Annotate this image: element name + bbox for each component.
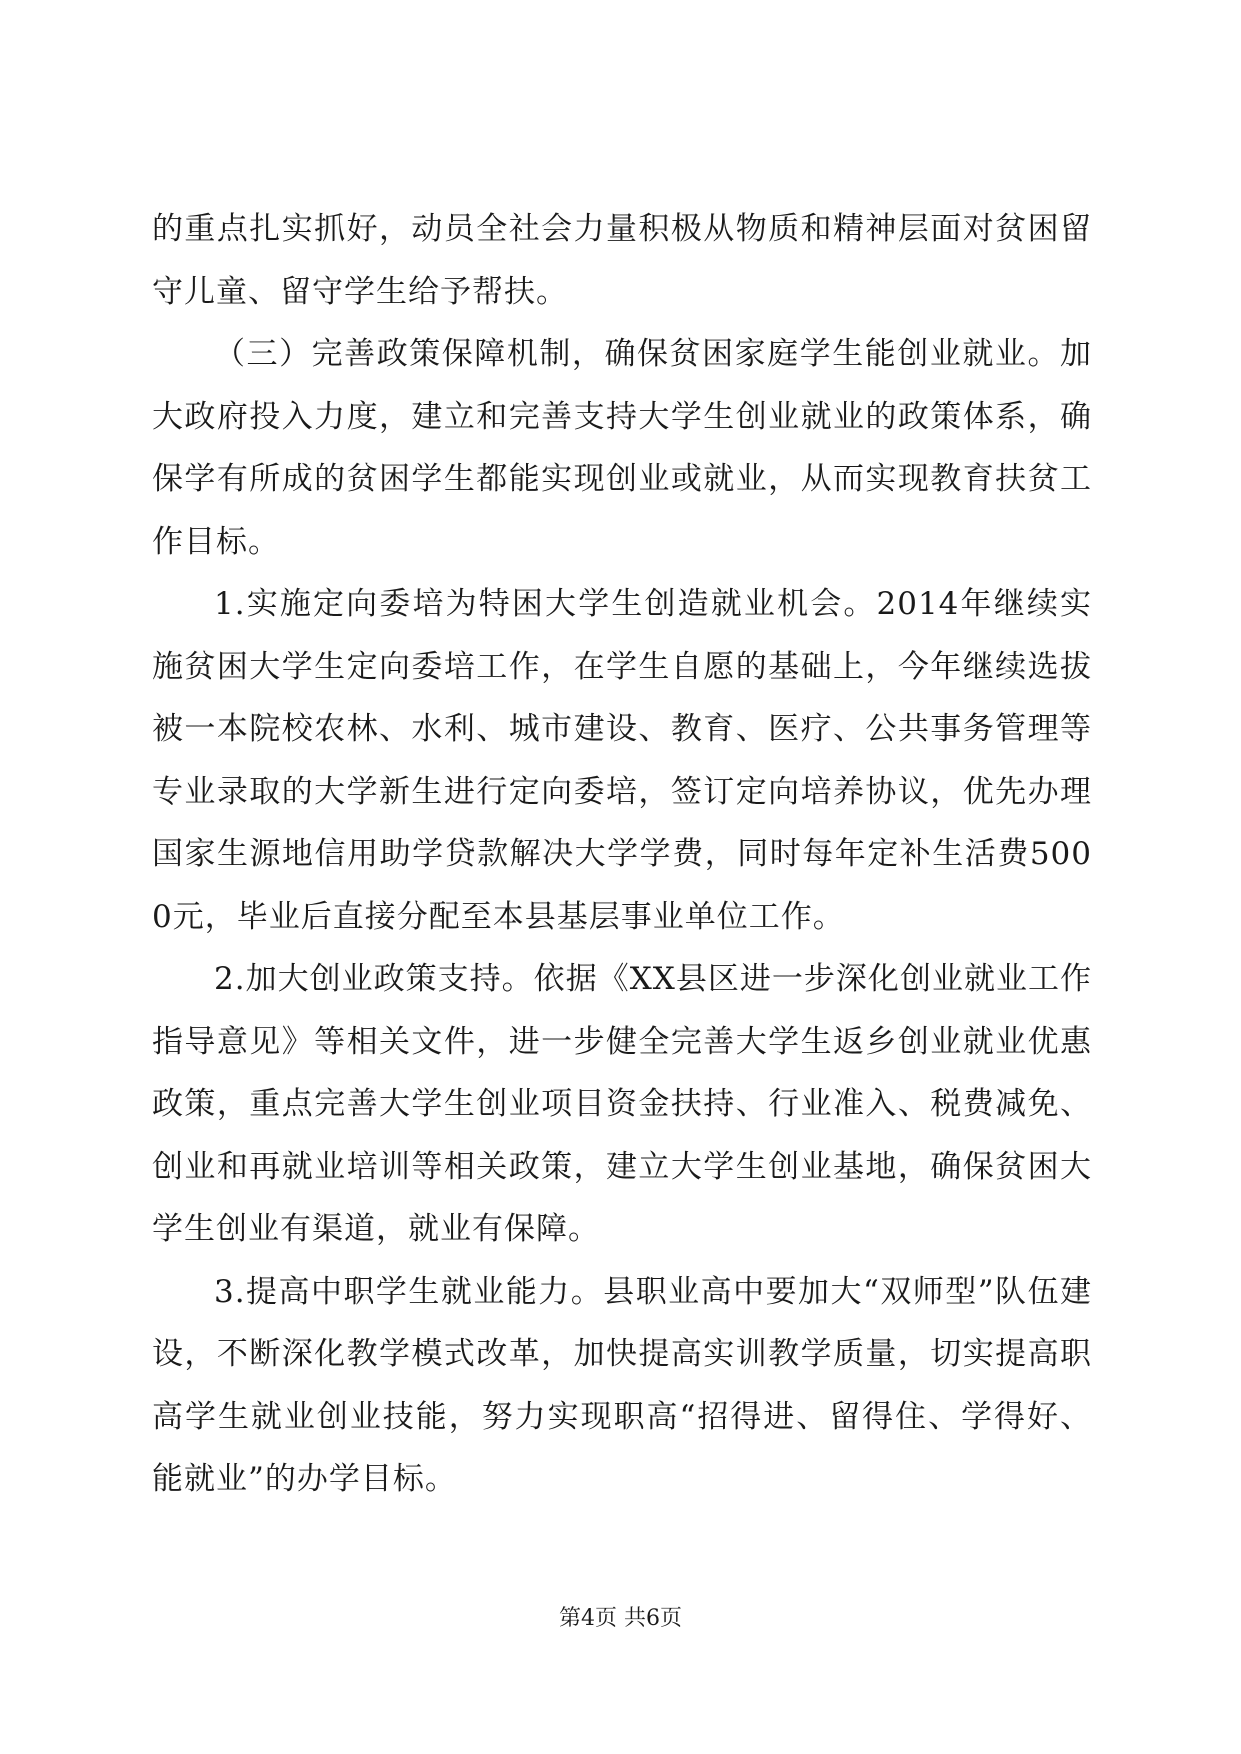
paragraph-item-three: 3.提高中职学生就业能力。县职业高中要加大“双师型”队伍建设，不断深化教学模式改革，加快提高实训教学质量，切实提高职高学生就业创业技能，努力实现职高“招得进、留得住、学得好、能就业”的办学目标。 [152,1273,1092,1497]
paragraph-section-three: （三）完善政策保障机制，确保贫困家庭学生能创业就业。加大政府投入力度，建立和完善支持大学生创业就业的政策体系，确保学有所成的贫困学生都能实现创业或就业，从而实现教育扶贫工作目标。 [152,336,1092,560]
document-body [152,198,1092,1511]
paragraph-item-one: 1.实施定向委培为特困大学生创造就业机会。2014年继续实施贫困大学生定向委培工作，在学生自愿的基础上，今年继续选拔被一本院校农林、水利、城市建设、教育、医疗、公共事务管理等专业录取的大学新生进行定向委培，签订定向培养协议，优先办理国家生源地信用助学贷款解决大学学费，同时每年定补生活费5000元，毕业后直接分配至本县基层事业单位工作。 [152,586,1092,935]
page-number-footer: 第4页 共6页 [559,1606,682,1631]
paragraph-item-two: 2.加大创业政策支持。依据《XX县区进一步深化创业就业工作指导意见》等相关文件，进一步健全完善大学生返乡创业就业优惠政策，重点完善大学生创业项目资金扶持、行业准入、税费减免、创业和再就业培训等相关政策，建立大学生创业基地，确保贫困大学生创业有渠道，就业有保障。 [152,961,1092,1247]
paragraph-continuation: 的重点扎实抓好，动员全社会力量积极从物质和精神层面对贫困留守儿童、留守学生给予帮扶。 [152,211,1092,310]
